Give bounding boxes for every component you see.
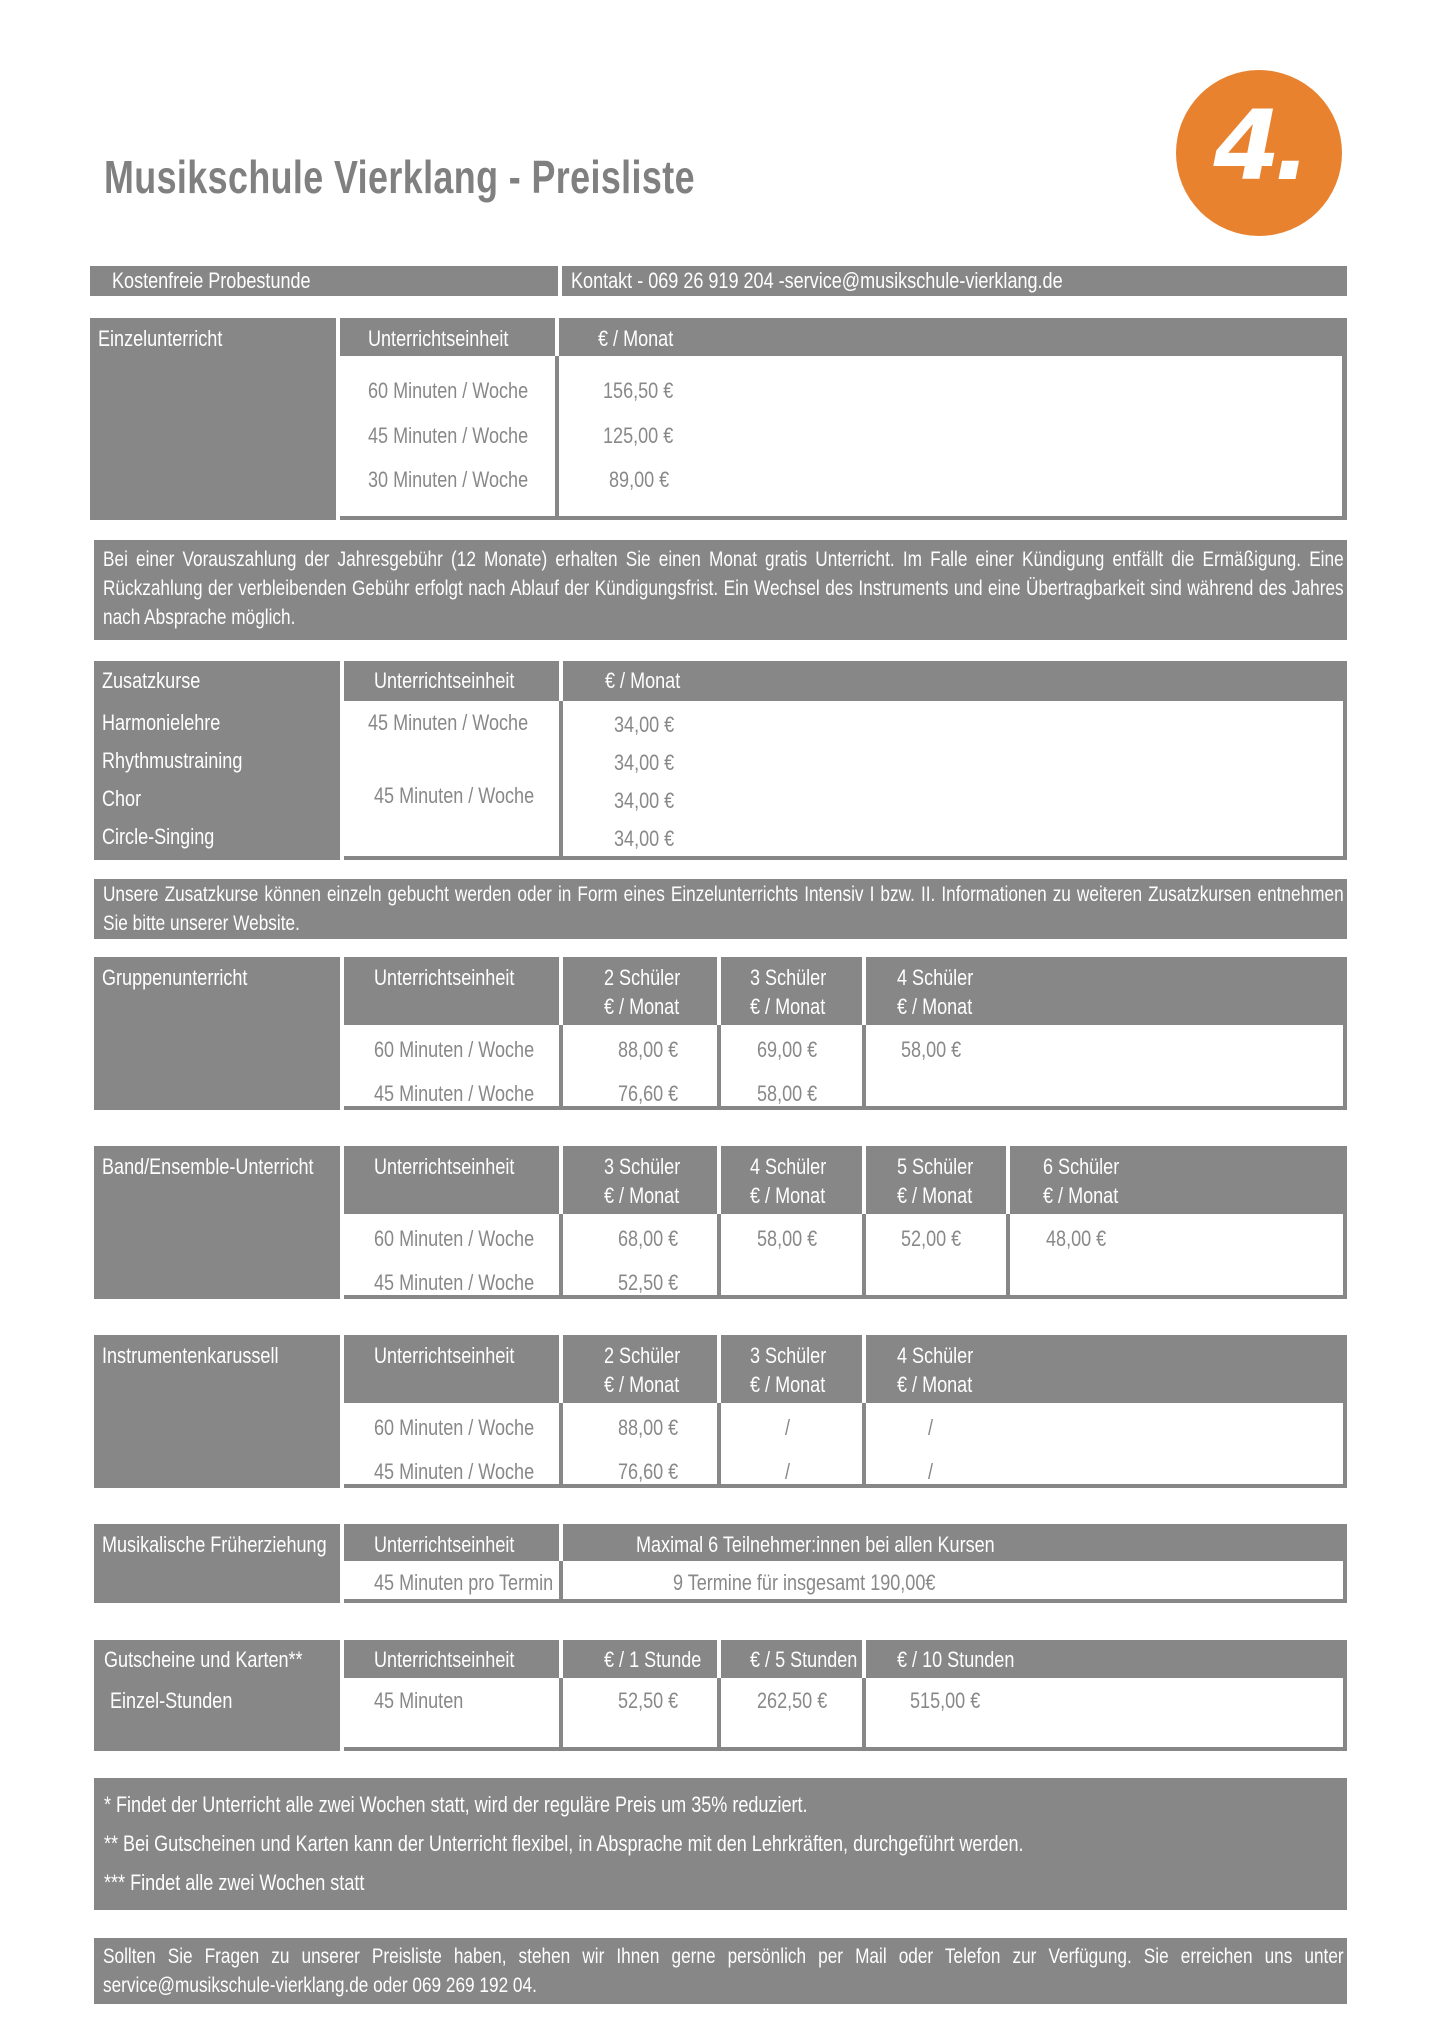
karussell-h3: 4 Schüler xyxy=(897,1343,974,1368)
page-title: Musikschule Vierklang - Preisliste xyxy=(104,151,695,203)
band-unit-1: 60 Minuten / Woche xyxy=(374,1226,535,1251)
karussell-p-1-1: 88,00 € xyxy=(618,1415,679,1440)
band-p-1-4: 48,00 € xyxy=(1046,1226,1107,1251)
karussell-h1-sub: € / Monat xyxy=(604,1372,680,1397)
band-h4-sub: € / Monat xyxy=(1043,1183,1119,1208)
frueh-info: 9 Termine für insgesamt 190,00€ xyxy=(673,1570,936,1595)
band-p-1-3: 52,00 € xyxy=(901,1226,962,1251)
gruppen-p-2-1: 76,60 € xyxy=(618,1081,679,1106)
gruppen-p-1-2: 69,00 € xyxy=(757,1037,818,1062)
gruppen-label: Gruppenunterricht xyxy=(102,965,248,990)
karussell-h3-sub: € / Monat xyxy=(897,1372,973,1397)
karussell-p-1-2: / xyxy=(785,1415,791,1440)
karussell-h2: 3 Schüler xyxy=(750,1343,827,1368)
gruppen-h3-sub: € / Monat xyxy=(897,994,973,1019)
gruppen-unit-1: 60 Minuten / Woche xyxy=(374,1037,535,1062)
course-circle-singing: Circle-Singing xyxy=(102,824,215,849)
karussell-unit-1: 60 Minuten / Woche xyxy=(374,1415,535,1440)
zusatz-col-price: € / Monat xyxy=(605,668,681,693)
karussell-unit-2: 45 Minuten / Woche xyxy=(374,1459,535,1484)
zusatz-label: Zusatzkurse xyxy=(102,668,201,693)
band-col-unit: Unterrichtseinheit xyxy=(374,1154,515,1179)
band-h1: 3 Schüler xyxy=(604,1154,681,1179)
einzel-col-unit: Unterrichtseinheit xyxy=(368,326,509,351)
zusatz-col-unit: Unterrichtseinheit xyxy=(374,668,515,693)
band-unit-2: 45 Minuten / Woche xyxy=(374,1270,535,1295)
gutschein-h3: € / 10 Stunden xyxy=(897,1647,1015,1672)
free-trial-label: Kostenfreie Probestunde xyxy=(112,268,311,293)
frueh-label: Musikalische Früherziehung xyxy=(102,1532,327,1557)
gutschein-p2: 262,50 € xyxy=(757,1688,828,1713)
zusatz-price-3: 34,00 € xyxy=(614,788,675,813)
footnote-3: *** Findet alle zwei Wochen statt xyxy=(104,1870,365,1895)
karussell-p-2-2: / xyxy=(785,1459,791,1484)
band-label: Band/Ensemble-Unterricht xyxy=(102,1154,314,1179)
zusatz-price-2: 34,00 € xyxy=(614,750,675,775)
zusatz-info: Unsere Zusatzkurse können einzeln gebucht werden oder in Form eines Einzelunterrichts Intensiv I bzw. II. Informationen zu weiteren Zusatzkursen entnehmen Sie bitte unserer Website. xyxy=(94,879,1347,939)
karussell-p-1-3: / xyxy=(928,1415,934,1440)
gutschein-sublabel: Einzel-Stunden xyxy=(110,1688,233,1713)
gruppen-p-1-1: 88,00 € xyxy=(618,1037,679,1062)
gutschein-h2: € / 5 Stunden xyxy=(750,1647,858,1672)
karussell-label: Instrumentenkarussell xyxy=(102,1343,279,1368)
gruppen-h2: 3 Schüler xyxy=(750,965,827,990)
einzel-price-3: 89,00 € xyxy=(609,467,670,492)
gruppen-h3: 4 Schüler xyxy=(897,965,974,990)
gruppen-unit-2: 45 Minuten / Woche xyxy=(374,1081,535,1106)
gutschein-label: Gutscheine und Karten** xyxy=(104,1647,303,1672)
karussell-p-2-1: 76,60 € xyxy=(618,1459,679,1484)
gruppen-p-2-2: 58,00 € xyxy=(757,1081,818,1106)
einzel-col-price: € / Monat xyxy=(598,326,674,351)
gruppen-h2-sub: € / Monat xyxy=(750,994,826,1019)
course-chor: Chor xyxy=(102,786,142,811)
gutschein-p1: 52,50 € xyxy=(618,1688,679,1713)
einzel-price-2: 125,00 € xyxy=(603,423,674,448)
gutschein-p3: 515,00 € xyxy=(910,1688,981,1713)
gruppen-col-unit: Unterrichtseinheit xyxy=(374,965,515,990)
karussell-col-unit: Unterrichtseinheit xyxy=(374,1343,515,1368)
contact-info: Kontakt - 069 26 919 204 -service@musikschule-vierklang.de xyxy=(571,268,1063,293)
frueh-col-unit: Unterrichtseinheit xyxy=(374,1532,515,1557)
zusatz-unit-b: 45 Minuten / Woche xyxy=(374,783,535,808)
frueh-unit: 45 Minuten pro Termin xyxy=(374,1570,554,1595)
einzel-price-1: 156,50 € xyxy=(603,378,674,403)
band-h3: 5 Schüler xyxy=(897,1154,974,1179)
prepayment-info: Bei einer Vorauszahlung der Jahresgebühr (12 Monate) erhalten Sie einen Monat gratis Unterricht. Im Falle einer Kündigung entfällt die Ermäßigung. Eine Rückzahlung der verbleibenden Gebühr erfolgt nach Ablauf der Kündigungsfrist. Ein Wechsel des Instruments und eine Übertragbarkeit sind während des Jahres nach Absprache möglich. xyxy=(94,540,1347,640)
gruppen-h1: 2 Schüler xyxy=(604,965,681,990)
band-p-1-2: 58,00 € xyxy=(757,1226,818,1251)
einzel-unit-1: 60 Minuten / Woche xyxy=(368,378,529,403)
zusatz-unit-a: 45 Minuten / Woche xyxy=(368,710,529,735)
footnote-2: ** Bei Gutscheinen und Karten kann der Unterricht flexibel, in Absprache mit den Lehrkräften, durchgeführt werden. xyxy=(104,1831,1024,1856)
footer-contact: Sollten Sie Fragen zu unserer Preisliste haben, stehen wir Ihnen gerne persönlich per Mail oder Telefon zur Verfügung. Sie erreichen uns unter service@musikschule-vierklang.de oder 069 269 192 04. xyxy=(94,1938,1347,2004)
band-h3-sub: € / Monat xyxy=(897,1183,973,1208)
gruppen-p-1-3: 58,00 € xyxy=(901,1037,962,1062)
gutschein-unit: 45 Minuten xyxy=(374,1688,464,1713)
frueh-max-participants: Maximal 6 Teilnehmer:innen bei allen Kursen xyxy=(636,1532,995,1557)
karussell-p-2-3: / xyxy=(928,1459,934,1484)
course-rhythmustraining: Rhythmustraining xyxy=(102,748,243,773)
karussell-h1: 2 Schüler xyxy=(604,1343,681,1368)
band-p-1-1: 68,00 € xyxy=(618,1226,679,1251)
band-h1-sub: € / Monat xyxy=(604,1183,680,1208)
gutschein-h1: € / 1 Stunde xyxy=(604,1647,702,1672)
einzel-label: Einzelunterricht xyxy=(98,326,223,351)
logo xyxy=(1176,70,1342,236)
zusatz-price-1: 34,00 € xyxy=(614,712,675,737)
band-h4: 6 Schüler xyxy=(1043,1154,1120,1179)
footnote-1: * Findet der Unterricht alle zwei Wochen statt, wird der reguläre Preis um 35% reduziert. xyxy=(104,1792,808,1817)
logo-icon: 4. xyxy=(1213,90,1305,202)
band-h2: 4 Schüler xyxy=(750,1154,827,1179)
einzel-unit-3: 30 Minuten / Woche xyxy=(368,467,529,492)
course-harmonielehre: Harmonielehre xyxy=(102,710,221,735)
einzel-unit-2: 45 Minuten / Woche xyxy=(368,423,529,448)
karussell-h2-sub: € / Monat xyxy=(750,1372,826,1397)
gutschein-col-unit: Unterrichtseinheit xyxy=(374,1647,515,1672)
band-h2-sub: € / Monat xyxy=(750,1183,826,1208)
zusatz-price-4: 34,00 € xyxy=(614,826,675,851)
band-p-2-1: 52,50 € xyxy=(618,1270,679,1295)
gruppen-h1-sub: € / Monat xyxy=(604,994,680,1019)
